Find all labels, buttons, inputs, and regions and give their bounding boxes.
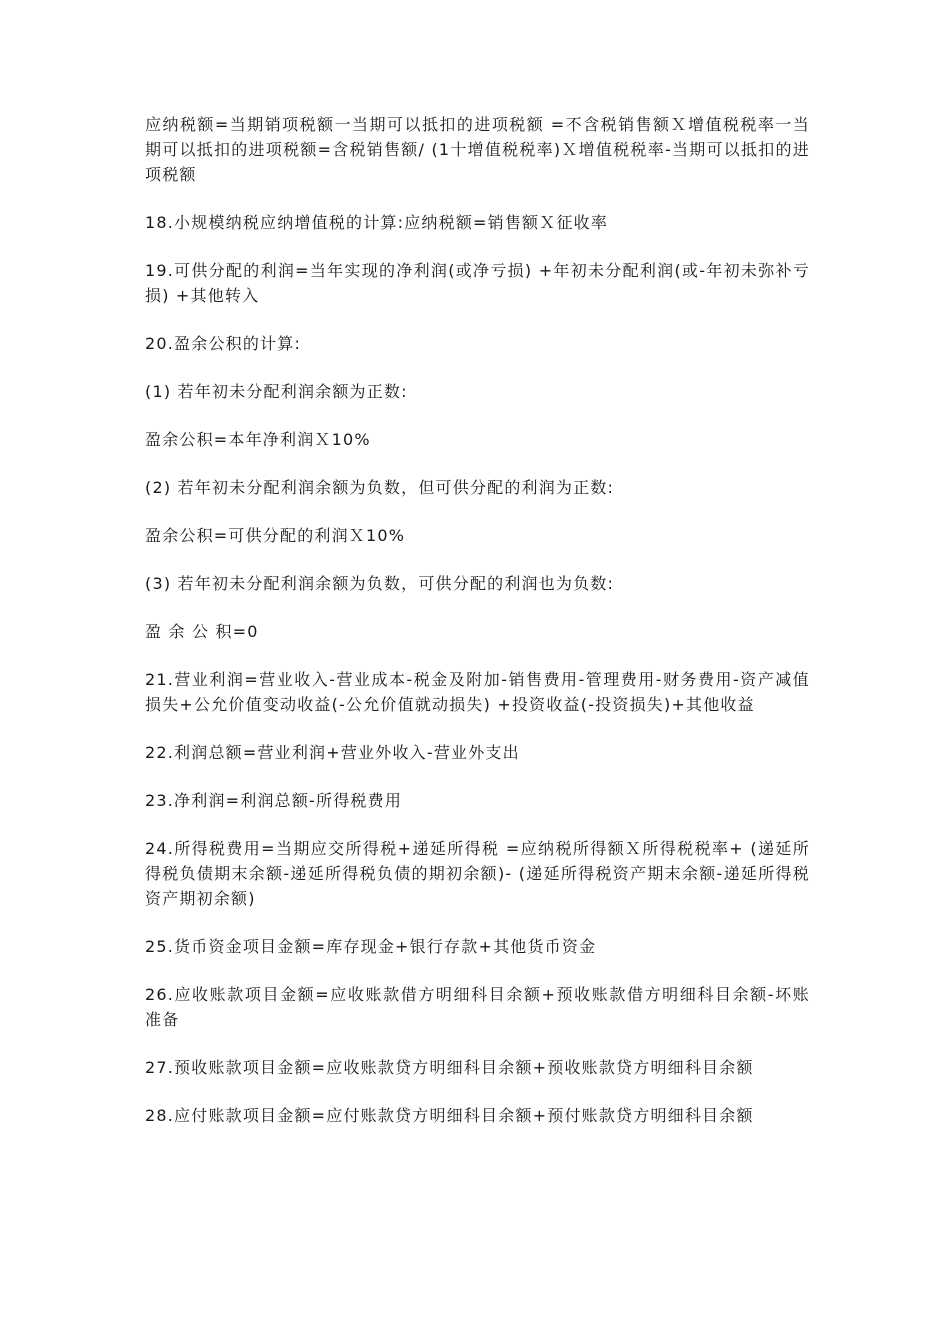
- paragraph-19-distributable-profit: 19.可供分配的利润=当年实现的净利润(或净亏损) +年初未分配利润(或-年初未弥补亏损) +其他转入: [145, 261, 810, 305]
- paragraph-18-small-scale-vat: 18.小规模纳税应纳增值税的计算:应纳税额=销售额Ｘ征收率: [145, 213, 609, 232]
- paragraph-20-case-3-formula: 盈 余 公 积=0: [145, 622, 259, 641]
- paragraph-20-surplus-reserve-heading: 20.盈余公积的计算:: [145, 334, 302, 353]
- paragraph-22-total-profit: 22.利润总额=营业利润+营业外收入-营业外支出: [145, 743, 520, 762]
- paragraph-21-operating-profit: 21.营业利润=营业收入-营业成本-税金及附加-销售费用-管理费用-财务费用-资产减值损失+公允价值变动收益(-公允价值就动损失) +投资收益(-投资损失)+其他收益: [145, 670, 810, 714]
- paragraph-vat-general-formula: 应纳税额=当期销项税额一当期可以抵扣的进项税额 =不含税销售额Ｘ增值税税率一当期可以抵扣的进项税额=含税销售额/ (1十增值税税率)Ｘ增值税税率-当期可以抵扣的进项税额: [145, 115, 810, 184]
- paragraph-20-case-2: (2) 若年初未分配利润余额为负数，但可供分配的利润为正数:: [145, 478, 615, 497]
- paragraph-26-accounts-receivable: 26.应收账款项目金额=应收账款借方明细科目余额+预收账款借方明细科目余额-坏账准备: [145, 985, 810, 1029]
- paragraph-23-net-profit: 23.净利润=利润总额-所得税费用: [145, 791, 403, 810]
- paragraph-24-income-tax-expense: 24.所得税费用=当期应交所得税+递延所得税 =应纳税所得额Ｘ所得税税率+ (递延所得税负债期末余额-递延所得税负债的期初余额)- (递延所得税资产期末余额-递延所得税资产期初余额): [145, 839, 810, 908]
- paragraph-20-case-1-formula: 盈余公积=本年净利润Ｘ10%: [145, 430, 371, 449]
- paragraph-20-case-1: (1) 若年初未分配利润余额为正数:: [145, 382, 408, 401]
- document-body: [145, 112, 810, 1151]
- paragraph-28-accounts-payable: 28.应付账款项目金额=应付账款贷方明细科目余额+预付账款贷方明细科目余额: [145, 1106, 754, 1125]
- paragraph-27-advances-received: 27.预收账款项目金额=应收账款贷方明细科目余额+预收账款贷方明细科目余额: [145, 1058, 754, 1077]
- paragraph-25-monetary-funds: 25.货币资金项目金额=库存现金+银行存款+其他货币资金: [145, 937, 597, 956]
- paragraph-20-case-3: (3) 若年初未分配利润余额为负数，可供分配的利润也为负数:: [145, 574, 615, 593]
- paragraph-20-case-2-formula: 盈余公积=可供分配的利润Ｘ10%: [145, 526, 406, 545]
